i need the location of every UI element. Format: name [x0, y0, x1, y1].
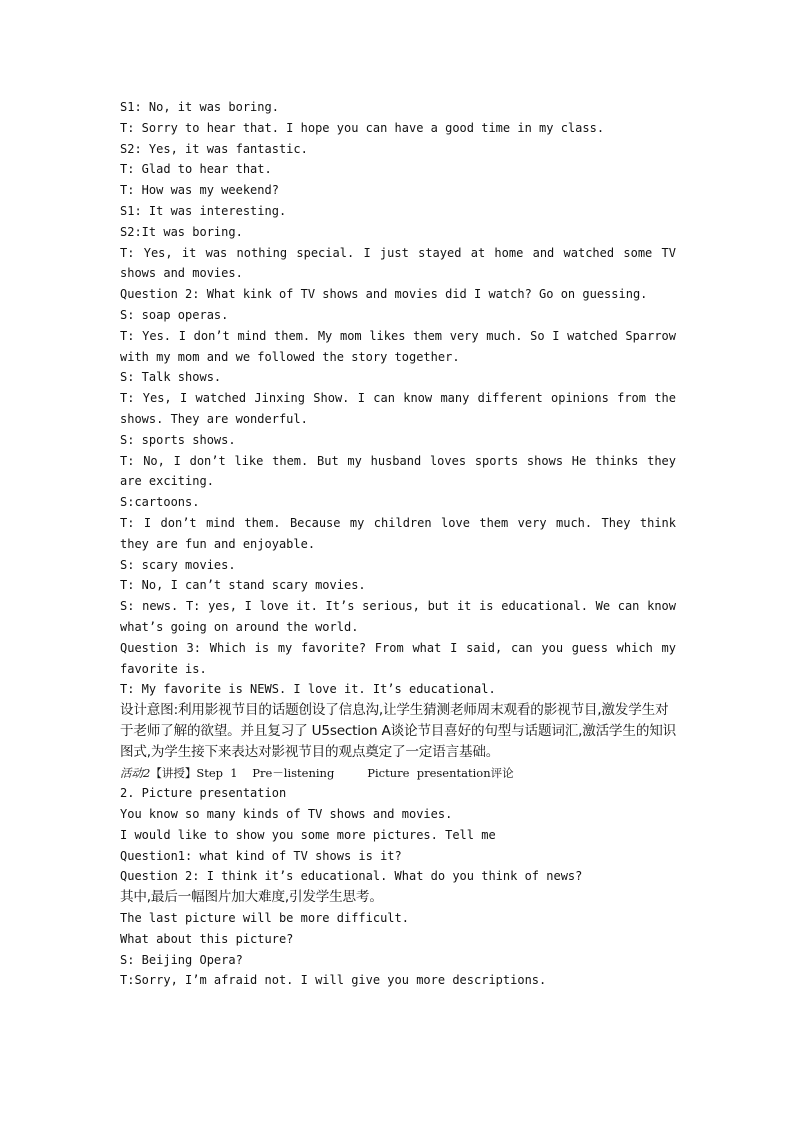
chinese-note: 其中,最后一幅图片加大难度,引发学生思考。 — [120, 889, 383, 906]
dialogue-line: T: Yes, it was nothing special. I just stayed at home and watched some TV shows and movies. — [120, 245, 676, 281]
section-line: You know so many kinds of TV shows and movies. — [120, 807, 453, 822]
question-line: Question 2: I think it’s educational. What do you think of news? — [120, 869, 583, 884]
dialogue-line: S1: No, it was boring. — [120, 100, 279, 114]
dialogue-line: T: Yes. I don’t mind them. My mom likes them very much. So I watched Sparrow with my mom and we followed the story together. — [120, 328, 676, 364]
dialogue-line: S2:It was boring. — [120, 224, 243, 239]
dialogue-line: S1: It was interesting. — [120, 203, 287, 218]
dialogue-line: T: My favorite is NEWS. I love it. It’s educational. — [120, 682, 496, 697]
document-body — [120, 97, 676, 991]
question-line: Question 2: What kink of TV shows and movies did I watch? Go on guessing. — [120, 287, 648, 302]
dialogue-line: S: news. T: yes, I love it. It’s serious, but it is educational. We can know what’s going on around the world. — [120, 599, 676, 634]
dialogue-line: S: Talk shows. — [120, 370, 222, 385]
question-line: Question1: what kind of TV shows is it? — [120, 848, 402, 863]
section-line: I would like to show you some more pictures. Tell me — [120, 827, 496, 842]
activity-text: 【讲授】Step 1 Pre－listening Picture presentation评论 — [150, 765, 514, 780]
dialogue-line: S: soap operas. — [120, 307, 229, 322]
dialogue-line: T:Sorry, I’m afraid not. I will give you more descriptions. — [120, 973, 547, 988]
dialogue-line: T: How was my weekend? — [120, 183, 279, 198]
activity-tag: 活动2 — [120, 765, 151, 780]
dialogue-line: T: Sorry to hear that. I hope you can have a good time in my class. — [120, 120, 605, 135]
dialogue-line: S: sports shows. — [120, 432, 236, 447]
question-line: Question 3: Which is my favorite? From what I said, can you guess which my favorite is. — [120, 640, 676, 676]
dialogue-line: S:cartoons. — [120, 495, 200, 510]
dialogue-line: S: Beijing Opera? — [120, 952, 243, 967]
dialogue-line: T: I don’t mind them. Because my children love them very much. They think they are fun and enjoyable. — [120, 515, 676, 551]
section-line: The last picture will be more difficult. — [120, 911, 409, 926]
dialogue-line: S: scary movies. — [120, 557, 236, 572]
dialogue-line: T: Yes, I watched Jinxing Show. I can know many different opinions from the shows. They are wonderful. — [120, 391, 676, 426]
dialogue-line: T: Glad to hear that. — [120, 162, 272, 177]
dialogue-line: S2: Yes, it was fantastic. — [120, 141, 308, 156]
design-intent-paragraph: 设计意图:利用影视节目的话题创设了信息沟,让学生猜测老师周末观看的影视节目,激发学生对于老师了解的欲望。并且复习了 U5section A谈论节目喜好的句型与话题词汇,激活学生的知识图式,为学生接下来表达对影视节目的观点奠定了一定语言基础。 — [120, 702, 676, 760]
section-line: What about this picture? — [120, 931, 294, 946]
dialogue-line: T: No, I don’t like them. But my husband loves sports shows He thinks they are exciting. — [120, 453, 676, 489]
section-line: 2. Picture presentation — [120, 786, 287, 801]
activity-heading — [120, 763, 676, 784]
dialogue-line: T: No, I can’t stand scary movies. — [120, 578, 366, 593]
